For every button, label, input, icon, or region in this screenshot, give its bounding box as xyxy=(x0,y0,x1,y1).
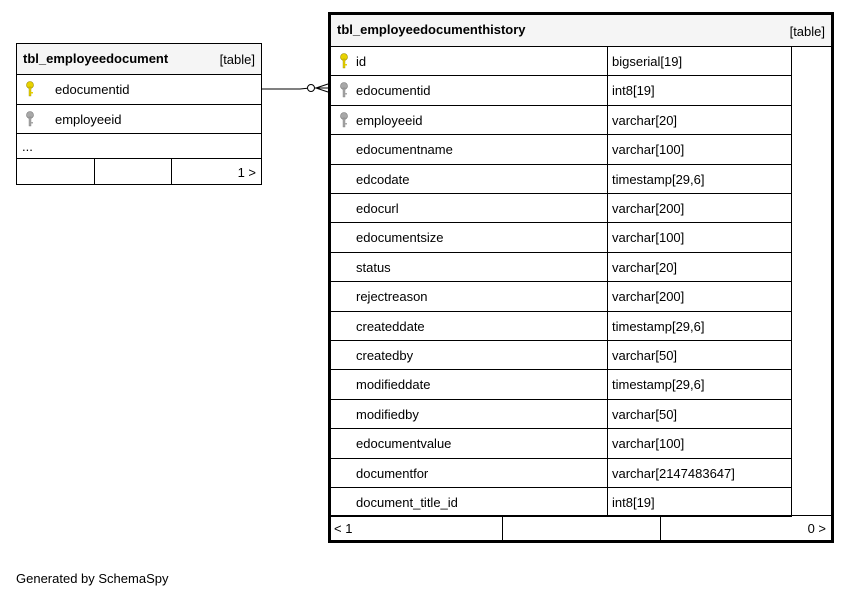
column-type: varchar[100] xyxy=(612,142,685,157)
footer-generated-by: Generated by SchemaSpy xyxy=(16,571,169,586)
table-name: tbl_employeedocumenthistory xyxy=(337,22,526,37)
column-type: int8[19] xyxy=(612,83,655,98)
zero-optional-marker xyxy=(308,85,315,92)
column-type: varchar[50] xyxy=(612,406,678,422)
column-name: edcodate xyxy=(356,171,410,187)
column-name: modifiedby xyxy=(356,406,419,422)
column-name: modifieddate xyxy=(356,377,431,392)
column-name: id xyxy=(356,53,367,69)
column-name: createdby xyxy=(356,347,414,363)
column-name: employeeid xyxy=(356,112,423,128)
column-type: varchar[100] xyxy=(612,436,685,451)
column-name: status xyxy=(356,259,391,275)
crowfoot-bottom xyxy=(316,88,328,92)
column-type: varchar[200] xyxy=(612,289,685,304)
stat-left: < 1 xyxy=(334,521,353,536)
column-name: rejectreason xyxy=(356,289,428,304)
column-type: varchar[100] xyxy=(612,230,685,245)
column-name: employeeid xyxy=(55,111,122,127)
table-kind: [table] xyxy=(789,24,825,39)
crowfoot-top xyxy=(316,84,328,88)
column-type: timestamp[29,6] xyxy=(612,318,705,334)
column-name: edocumentname xyxy=(356,142,453,157)
column-type: bigserial[19] xyxy=(612,53,683,69)
column-type: varchar[2147483647] xyxy=(612,465,735,481)
column-name: edocumentvalue xyxy=(356,436,452,451)
column-type: varchar[20] xyxy=(612,259,678,275)
column-name: documentfor xyxy=(356,465,429,481)
column-name: edocurl xyxy=(356,200,399,216)
column-type: varchar[200] xyxy=(612,200,685,216)
column-name: edocumentsize xyxy=(356,230,444,245)
column-name: edocumentid xyxy=(55,82,130,97)
ellipsis: ... xyxy=(22,138,33,154)
column-type: timestamp[29,6] xyxy=(612,377,705,392)
column-name: document_title_id xyxy=(356,494,458,510)
column-type: timestamp[29,6] xyxy=(612,171,705,187)
column-name: createddate xyxy=(356,318,425,334)
column-type: int8[19] xyxy=(612,494,655,510)
column-name: edocumentid xyxy=(356,83,431,98)
stat-right: 1 > xyxy=(237,164,256,180)
table-kind: [table] xyxy=(219,52,255,67)
stat-right: 0 > xyxy=(807,521,826,536)
column-type: varchar[20] xyxy=(612,112,678,128)
table-name: tbl_employeedocument xyxy=(23,51,169,66)
column-type: varchar[50] xyxy=(612,347,678,363)
